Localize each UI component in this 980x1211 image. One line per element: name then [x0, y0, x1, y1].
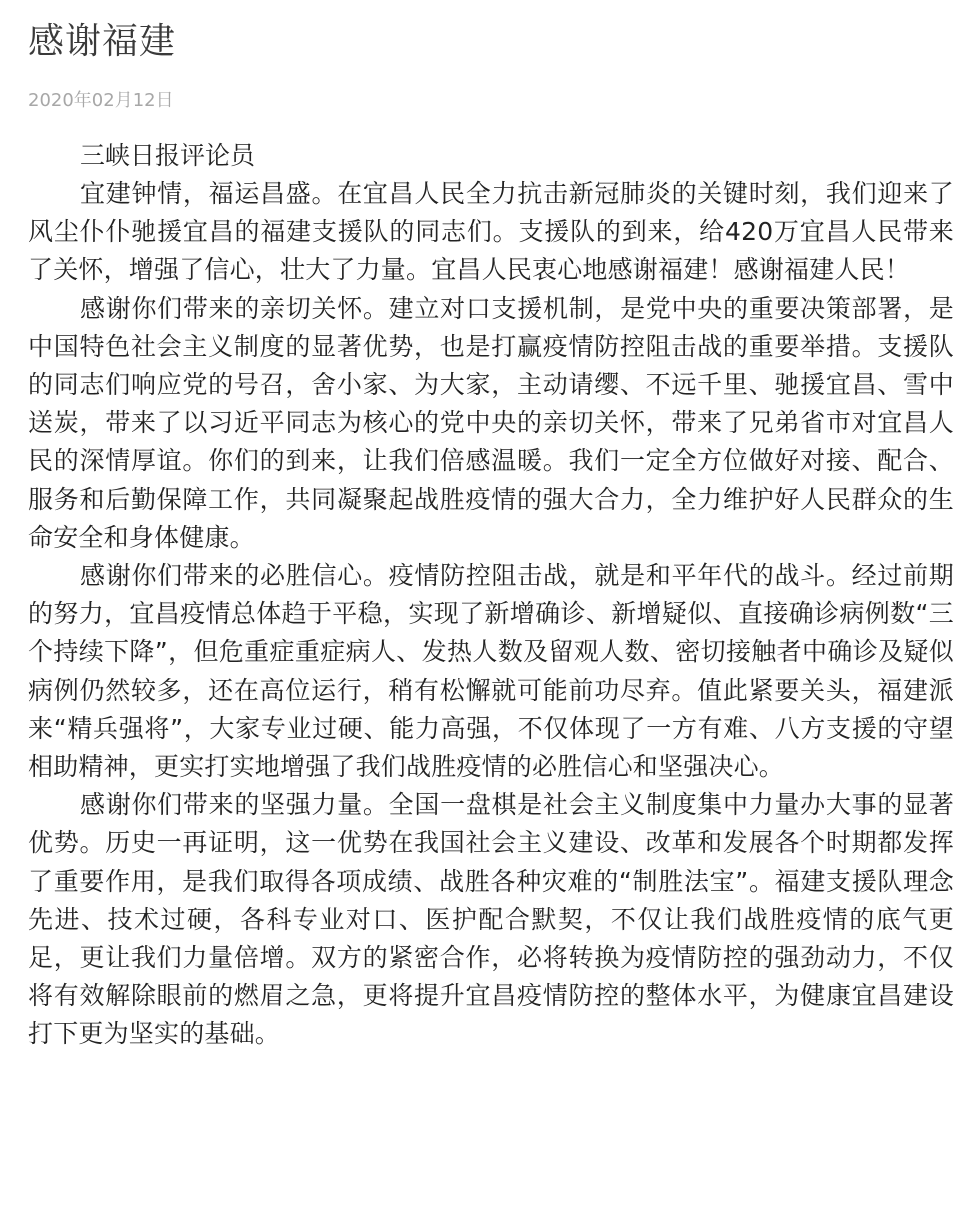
- author-line: 三峡日报评论员: [80, 141, 256, 170]
- paragraph: 感谢你们带来的必胜信心。疫情防控阻击战，就是和平年代的战斗。经过前期的努力，宜昌疫情总体趋于平稳，实现了新增确诊、新增疑似、直接确诊病例数“三个持续下降”，但危重症重症病人、发热人数及留观人数、密切接触者中确诊及疑似病例仍然较多，还在高位运行，稍有松懈就可能前功尽弃。值此紧要关头，福建派来“精兵强将”，大家专业过硬、能力高强，不仅体现了一方有难、八方支援的守望相助精神，更实打实地增强了我们战胜疫情的必胜信心和坚强决心。: [28, 561, 954, 782]
- article-body: [28, 175, 954, 1054]
- paragraph: 宜建钟情，福运昌盛。在宜昌人民全力抗击新冠肺炎的关键时刻，我们迎来了风尘仆仆驰援宜昌的福建支援队的同志们。支援队的到来，给420万宜昌人民带来了关怀，增强了信心，壮大了力量。宜昌人民衷心地感谢福建！感谢福建人民！: [28, 179, 954, 285]
- paragraph: 感谢你们带来的坚强力量。全国一盘棋是社会主义制度集中力量办大事的显著优势。历史一再证明，这一优势在我国社会主义建设、改革和发展各个时期都发挥了重要作用，是我们取得各项成绩、战胜各种灾难的“制胜法宝”。福建支援队理念先进、技术过硬，各科专业对口、医护配合默契，不仅让我们战胜疫情的底气更足，更让我们力量倍增。双方的紧密合作，必将转换为疫情防控的强劲动力，不仅将有效解除眼前的燃眉之急，更将提升宜昌疫情防控的整体水平，为健康宜昌建设打下更为坚实的基础。: [28, 790, 954, 1049]
- publish-date: 2020年02月12日: [28, 90, 174, 111]
- article-title: 感谢福建: [28, 21, 177, 62]
- paragraph: 感谢你们带来的亲切关怀。建立对口支援机制，是党中央的重要决策部署，是中国特色社会主义制度的显著优势，也是打赢疫情防控阻击战的重要举措。支援队的同志们响应党的号召，舍小家、为大家，主动请缨、不远千里、驰援宜昌、雪中送炭，带来了以习近平同志为核心的党中央的亲切关怀，带来了兄弟省市对宜昌人民的深情厚谊。你们的到来，让我们倍感温暖。我们一定全方位做好对接、配合、服务和后勤保障工作，共同凝聚起战胜疫情的强大合力，全力维护好人民群众的生命安全和身体健康。: [28, 293, 954, 552]
